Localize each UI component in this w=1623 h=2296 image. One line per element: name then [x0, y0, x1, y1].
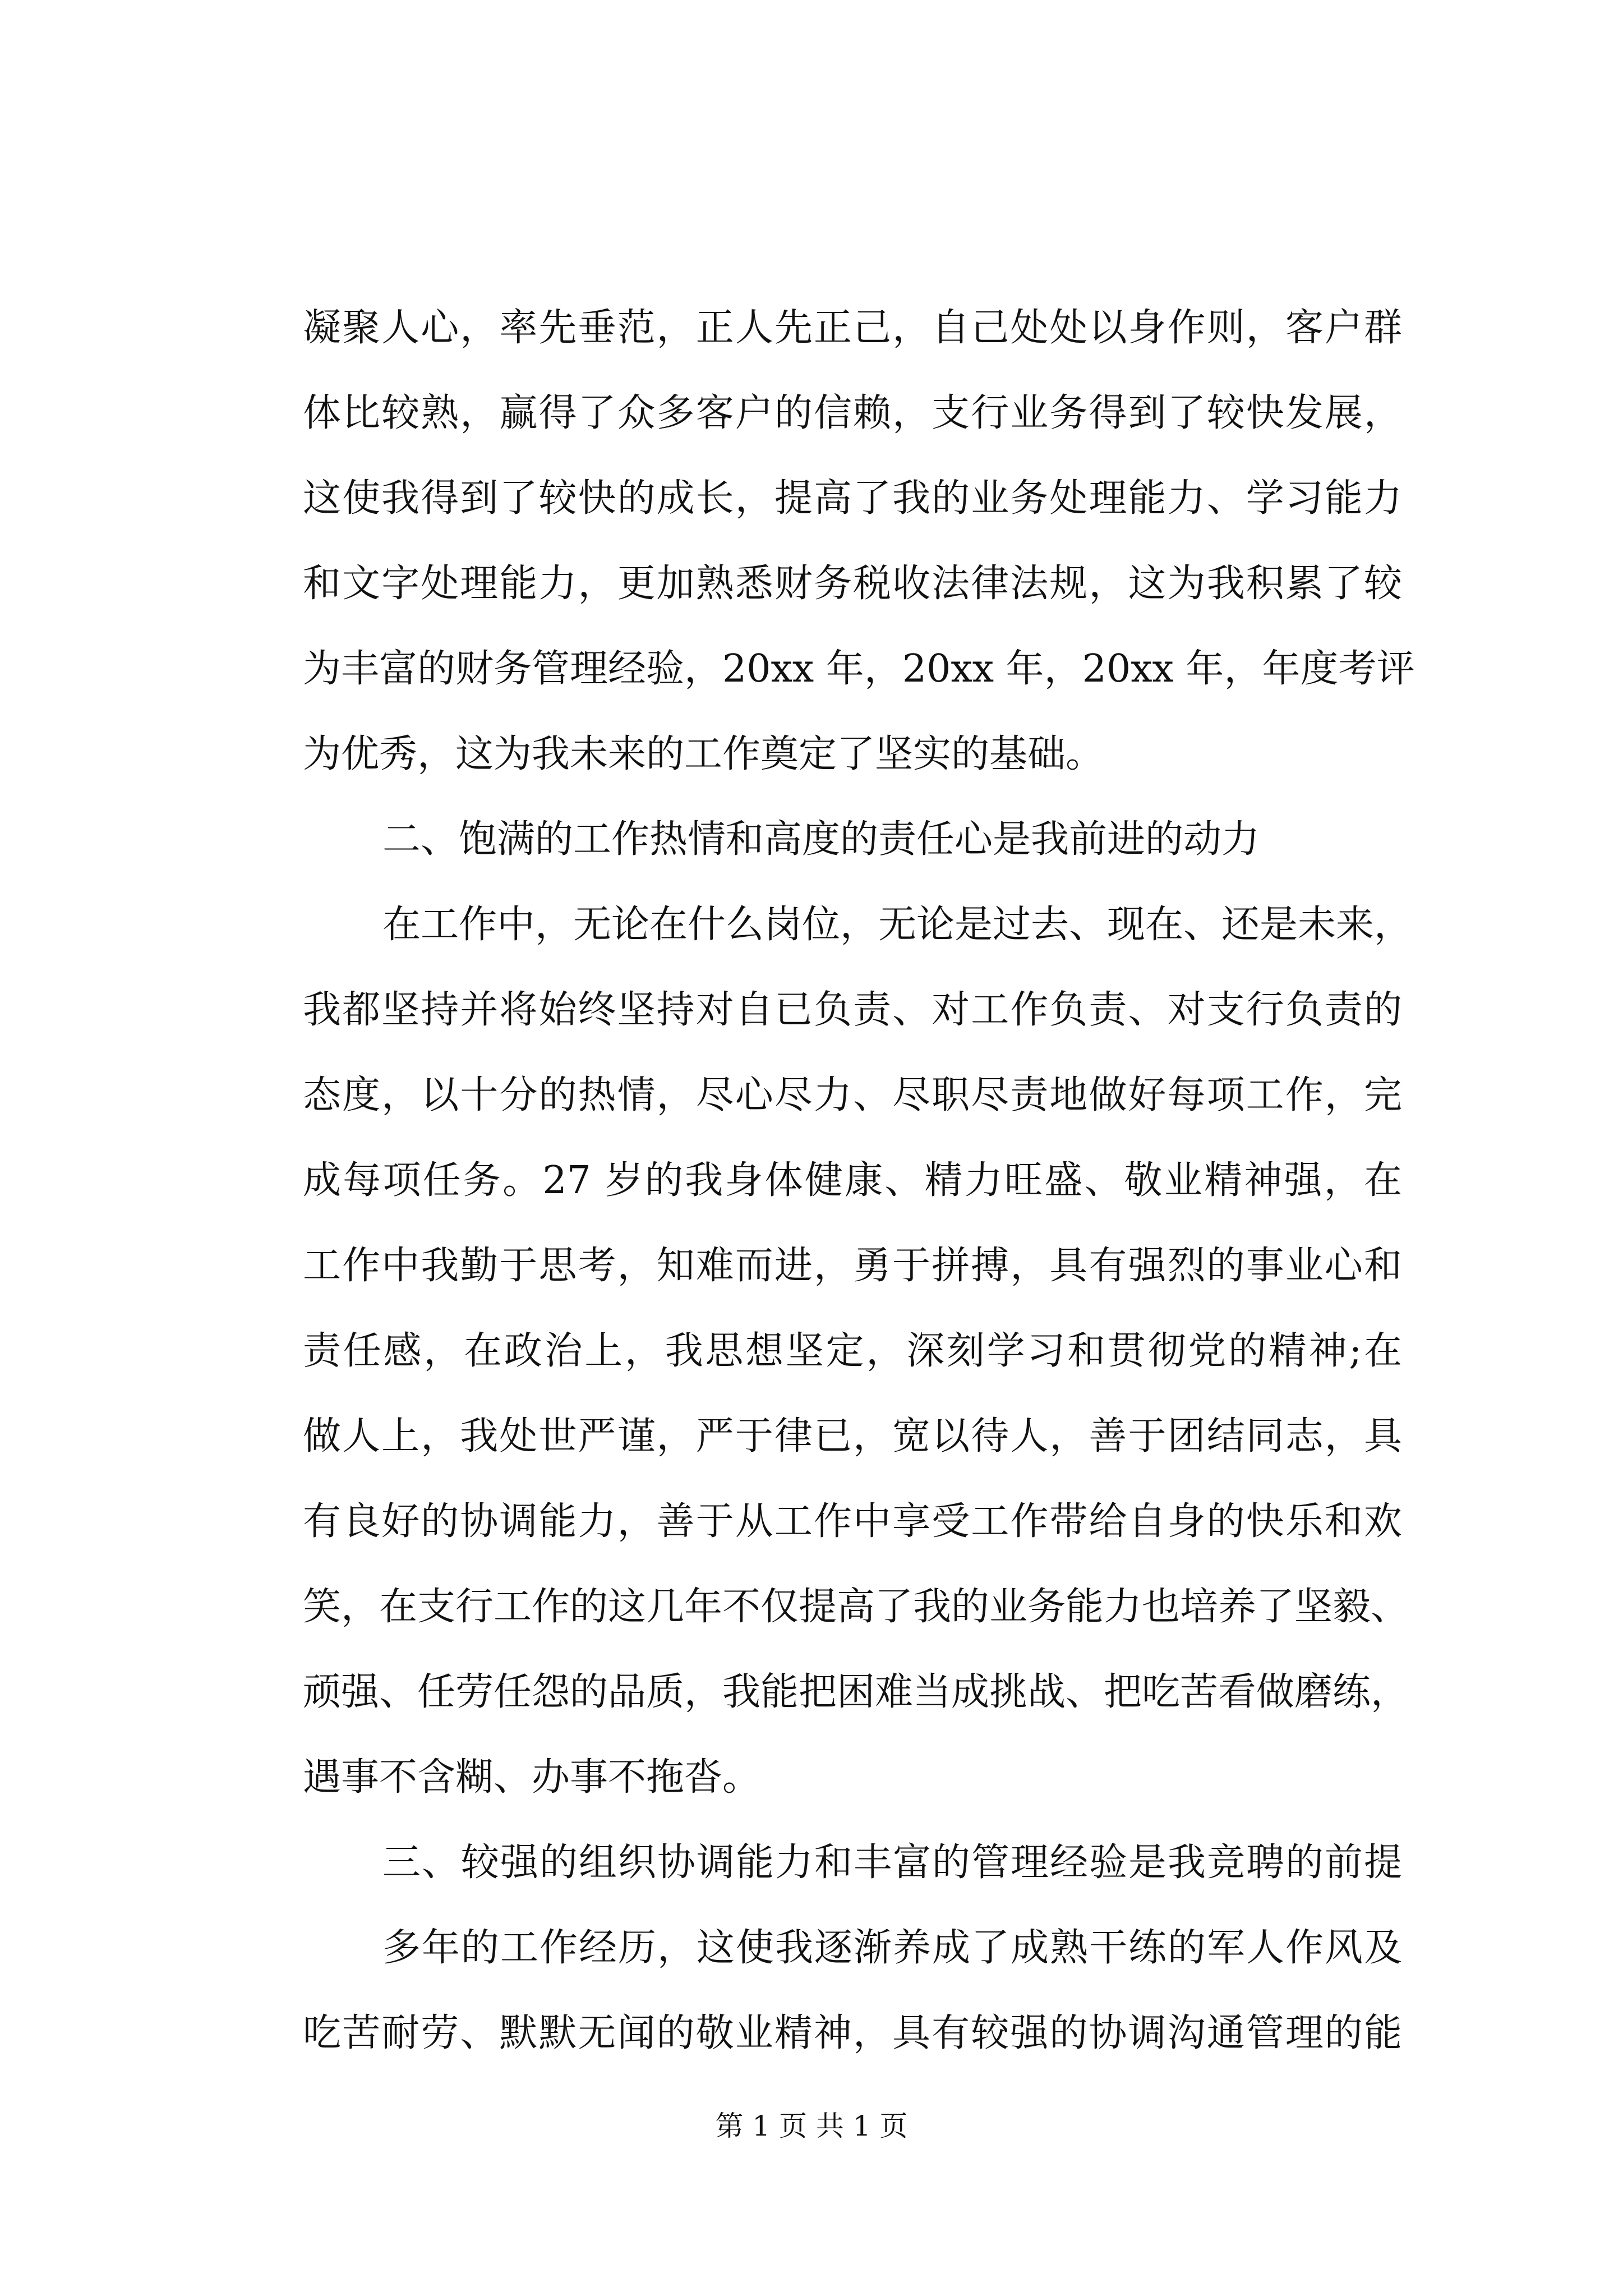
- body-line: 态度，以十分的热情，尽心尽力、尽职尽责地做好每项工作，完: [303, 1073, 1402, 1117]
- body-line: 在工作中，无论在什么岗位，无论是过去、现在、还是未来，: [382, 903, 1413, 947]
- body-line: 吃苦耐劳、默默无闻的敬业精神，具有较强的协调沟通管理的能: [303, 2011, 1402, 2055]
- section-heading: 二、饱满的工作热情和高度的责任心是我前进的动力: [382, 817, 1260, 862]
- body-line: 工作中我勤于思考，知难而进，勇于拼搏，具有强烈的事业心和: [303, 1244, 1402, 1288]
- body-line: 为丰富的财务管理经验，20xx 年，20xx 年，20xx 年，年度考评: [303, 647, 1415, 691]
- page-footer: 第 1 页 共 1 页: [715, 2110, 908, 2142]
- body-line: 做人上，我处世严谨，严于律已，宽以待人，善于团结同志，具: [303, 1414, 1402, 1458]
- body-line: 体比较熟，赢得了众多客户的信赖，支行业务得到了较快发展，: [303, 391, 1402, 435]
- body-line: 这使我得到了较快的成长，提高了我的业务处理能力、学习能力: [303, 476, 1402, 521]
- body-line: 和文字处理能力，更加熟悉财务税收法律法规，这为我积累了较: [303, 562, 1402, 606]
- body-line: 成每项任务。27 岁的我身体健康、精力旺盛、敬业精神强，在: [303, 1158, 1402, 1203]
- body-line: 有良好的协调能力，善于从工作中享受工作带给自身的快乐和欢: [303, 1499, 1402, 1544]
- body-line: 为优秀，这为我未来的工作奠定了坚实的基础。: [303, 732, 1104, 776]
- section-heading: 三、较强的组织协调能力和丰富的管理经验是我竞聘的前提: [382, 1841, 1402, 1885]
- body-line: 多年的工作经历，这使我逐渐养成了成熟干练的军人作风及: [382, 1926, 1402, 1970]
- body-line: 责任感，在政治上，我思想坚定，深刻学习和贯彻党的精神;在: [303, 1329, 1402, 1373]
- body-line: 遇事不含糊、办事不拖沓。: [303, 1755, 761, 1800]
- body-line: 顽强、任劳任怨的品质，我能把困难当成挑战、把吃苦看做磨练，: [303, 1670, 1409, 1714]
- body-line: 我都坚持并将始终坚持对自已负责、对工作负责、对支行负责的: [303, 988, 1402, 1032]
- body-line: 凝聚人心，率先垂范，正人先正己，自己处处以身作则，客户群: [303, 306, 1402, 350]
- body-line: 笑，在支行工作的这几年不仅提高了我的业务能力也培养了坚毅、: [303, 1585, 1409, 1629]
